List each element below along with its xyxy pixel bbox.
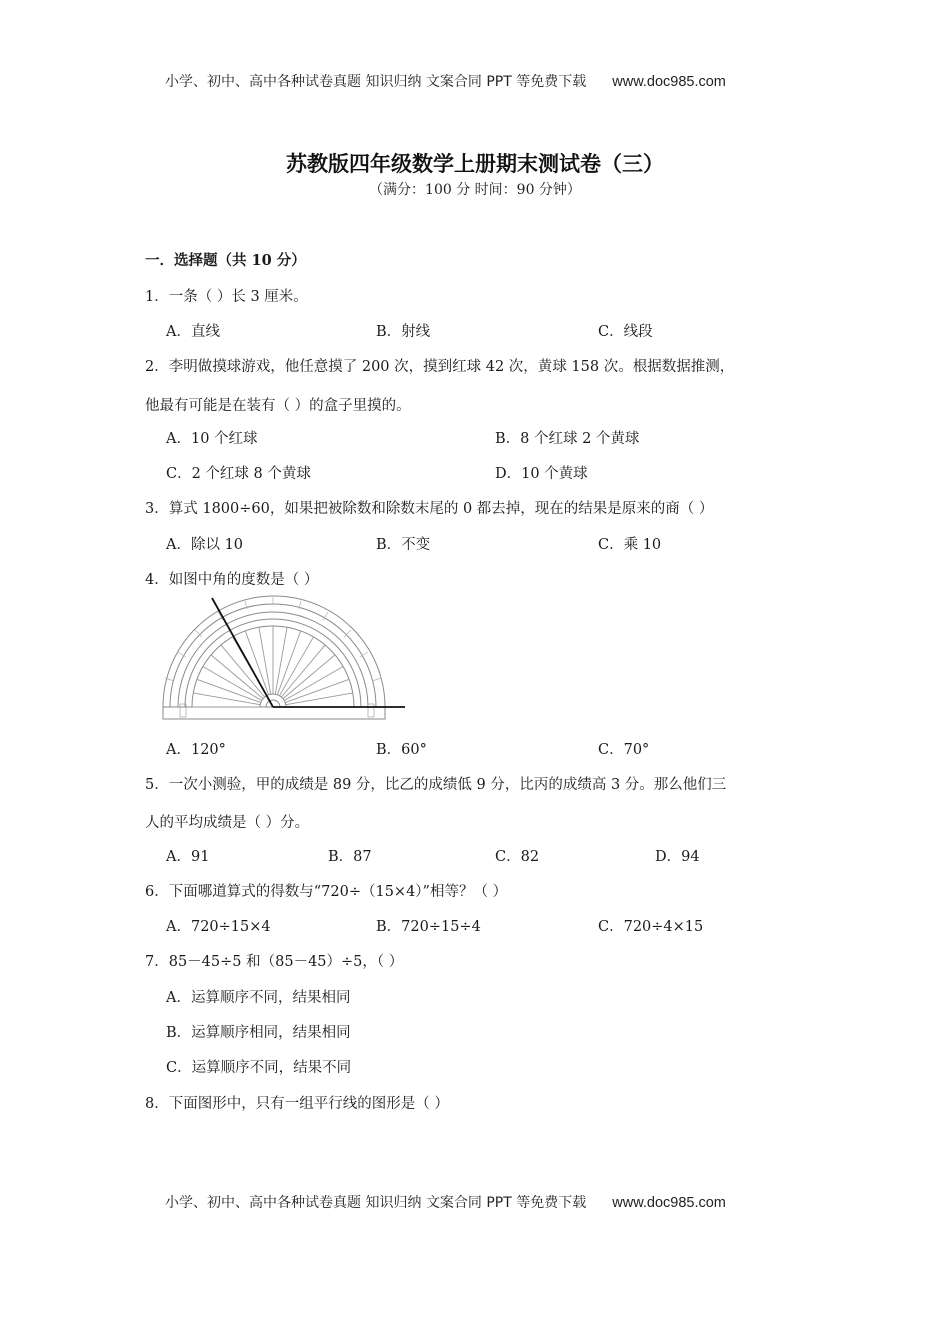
page-subtitle: （满分：100 分 时间：90 分钟） bbox=[369, 182, 581, 198]
q2-option-b: B．8 个红球 2 个黄球 bbox=[495, 431, 640, 447]
header-banner bbox=[165, 71, 726, 91]
question-6 bbox=[145, 880, 507, 901]
q5-option-a: A．91 bbox=[166, 849, 210, 865]
q5-option-d: D．94 bbox=[655, 849, 700, 865]
question-text: 下面哪道算式的得数与“720÷（15×4）”相等？（ ） bbox=[168, 884, 508, 900]
question-number: 5． bbox=[145, 777, 169, 793]
q6-option-b: B．720÷15÷4 bbox=[376, 919, 481, 935]
q5-option-c: C．82 bbox=[495, 849, 540, 865]
q7-option-b: B．运算顺序相同，结果相同 bbox=[166, 1025, 351, 1041]
q7-option-c: C．运算顺序不同，结果不同 bbox=[166, 1060, 352, 1076]
page-title: 苏教版四年级数学上册期末测试卷（三） bbox=[286, 152, 664, 176]
question-number: 8． bbox=[145, 1096, 169, 1112]
question-text: 如图中角的度数是（ ） bbox=[168, 572, 319, 588]
q1-option-c: C．线段 bbox=[598, 324, 653, 340]
q2-option-d: D．10 个黄球 bbox=[495, 466, 588, 482]
question-text: 一次小测验，甲的成绩是 89 分，比乙的成绩低 9 分，比丙的成绩高 3 分。那么他们三 bbox=[168, 777, 727, 793]
q1-option-a: A．直线 bbox=[166, 324, 220, 340]
question-2 bbox=[145, 355, 734, 376]
question-text: 85－45÷5 和（85－45）÷5，（ ） bbox=[168, 954, 404, 970]
q3-option-c: C．乘 10 bbox=[598, 537, 662, 553]
q3-option-b: B．不变 bbox=[376, 537, 431, 553]
footer-banner-url[interactable]: www.doc985.com bbox=[612, 1195, 726, 1211]
question-8 bbox=[145, 1092, 449, 1113]
question-text: 算式 1800÷60，如果把被除数和除数末尾的 0 都去掉，现在的结果是原来的商（ ） bbox=[168, 501, 714, 517]
question-2-line-2: 他最有可能是在装有（ ）的盒子里摸的。 bbox=[145, 398, 411, 414]
q6-option-a: A．720÷15×4 bbox=[166, 919, 271, 935]
header-banner-text: 小学、初中、高中各种试卷真题 知识归纳 文案合同 PPT 等免费下载 bbox=[165, 74, 587, 90]
question-text: 李明做摸球游戏，他任意摸了 200 次，摸到红球 42 次，黄球 158 次。根据数据推测， bbox=[168, 359, 735, 375]
section-heading: 一．选择题（共 10 分） bbox=[145, 252, 306, 269]
q3-option-a: A．除以 10 bbox=[166, 537, 244, 553]
q4-option-a: A．120° bbox=[166, 742, 226, 758]
q4-option-c: C．70° bbox=[598, 742, 650, 758]
q6-option-c: C．720÷4×15 bbox=[598, 919, 704, 935]
q7-option-a: A．运算顺序不同，结果相同 bbox=[166, 990, 351, 1006]
question-text: 下面图形中，只有一组平行线的图形是（ ） bbox=[168, 1096, 449, 1112]
q5-option-b: B．87 bbox=[328, 849, 372, 865]
header-banner-url[interactable]: www.doc985.com bbox=[612, 74, 726, 90]
q1-option-b: B．射线 bbox=[376, 324, 431, 340]
q2-option-a: A．10 个红球 bbox=[166, 431, 258, 447]
question-5-line-2: 人的平均成绩是（ ）分。 bbox=[145, 815, 310, 831]
question-number: 1． bbox=[145, 289, 169, 305]
question-number: 2． bbox=[145, 359, 169, 375]
question-text: 一条（ ）长 3 厘米。 bbox=[168, 289, 308, 305]
question-1 bbox=[145, 285, 308, 306]
question-number: 7． bbox=[145, 954, 169, 970]
q4-option-b: B．60° bbox=[376, 742, 427, 758]
question-7 bbox=[145, 950, 403, 971]
question-4 bbox=[145, 568, 318, 589]
question-number: 4． bbox=[145, 572, 169, 588]
question-number: 6． bbox=[145, 884, 169, 900]
question-3 bbox=[145, 497, 713, 518]
protractor-figure bbox=[160, 592, 410, 724]
q2-option-c: C．2 个红球 8 个黄球 bbox=[166, 466, 311, 482]
footer-banner-text: 小学、初中、高中各种试卷真题 知识归纳 文案合同 PPT 等免费下载 bbox=[165, 1195, 587, 1211]
question-number: 3． bbox=[145, 501, 169, 517]
footer-banner bbox=[165, 1192, 726, 1212]
question-5 bbox=[145, 773, 726, 794]
